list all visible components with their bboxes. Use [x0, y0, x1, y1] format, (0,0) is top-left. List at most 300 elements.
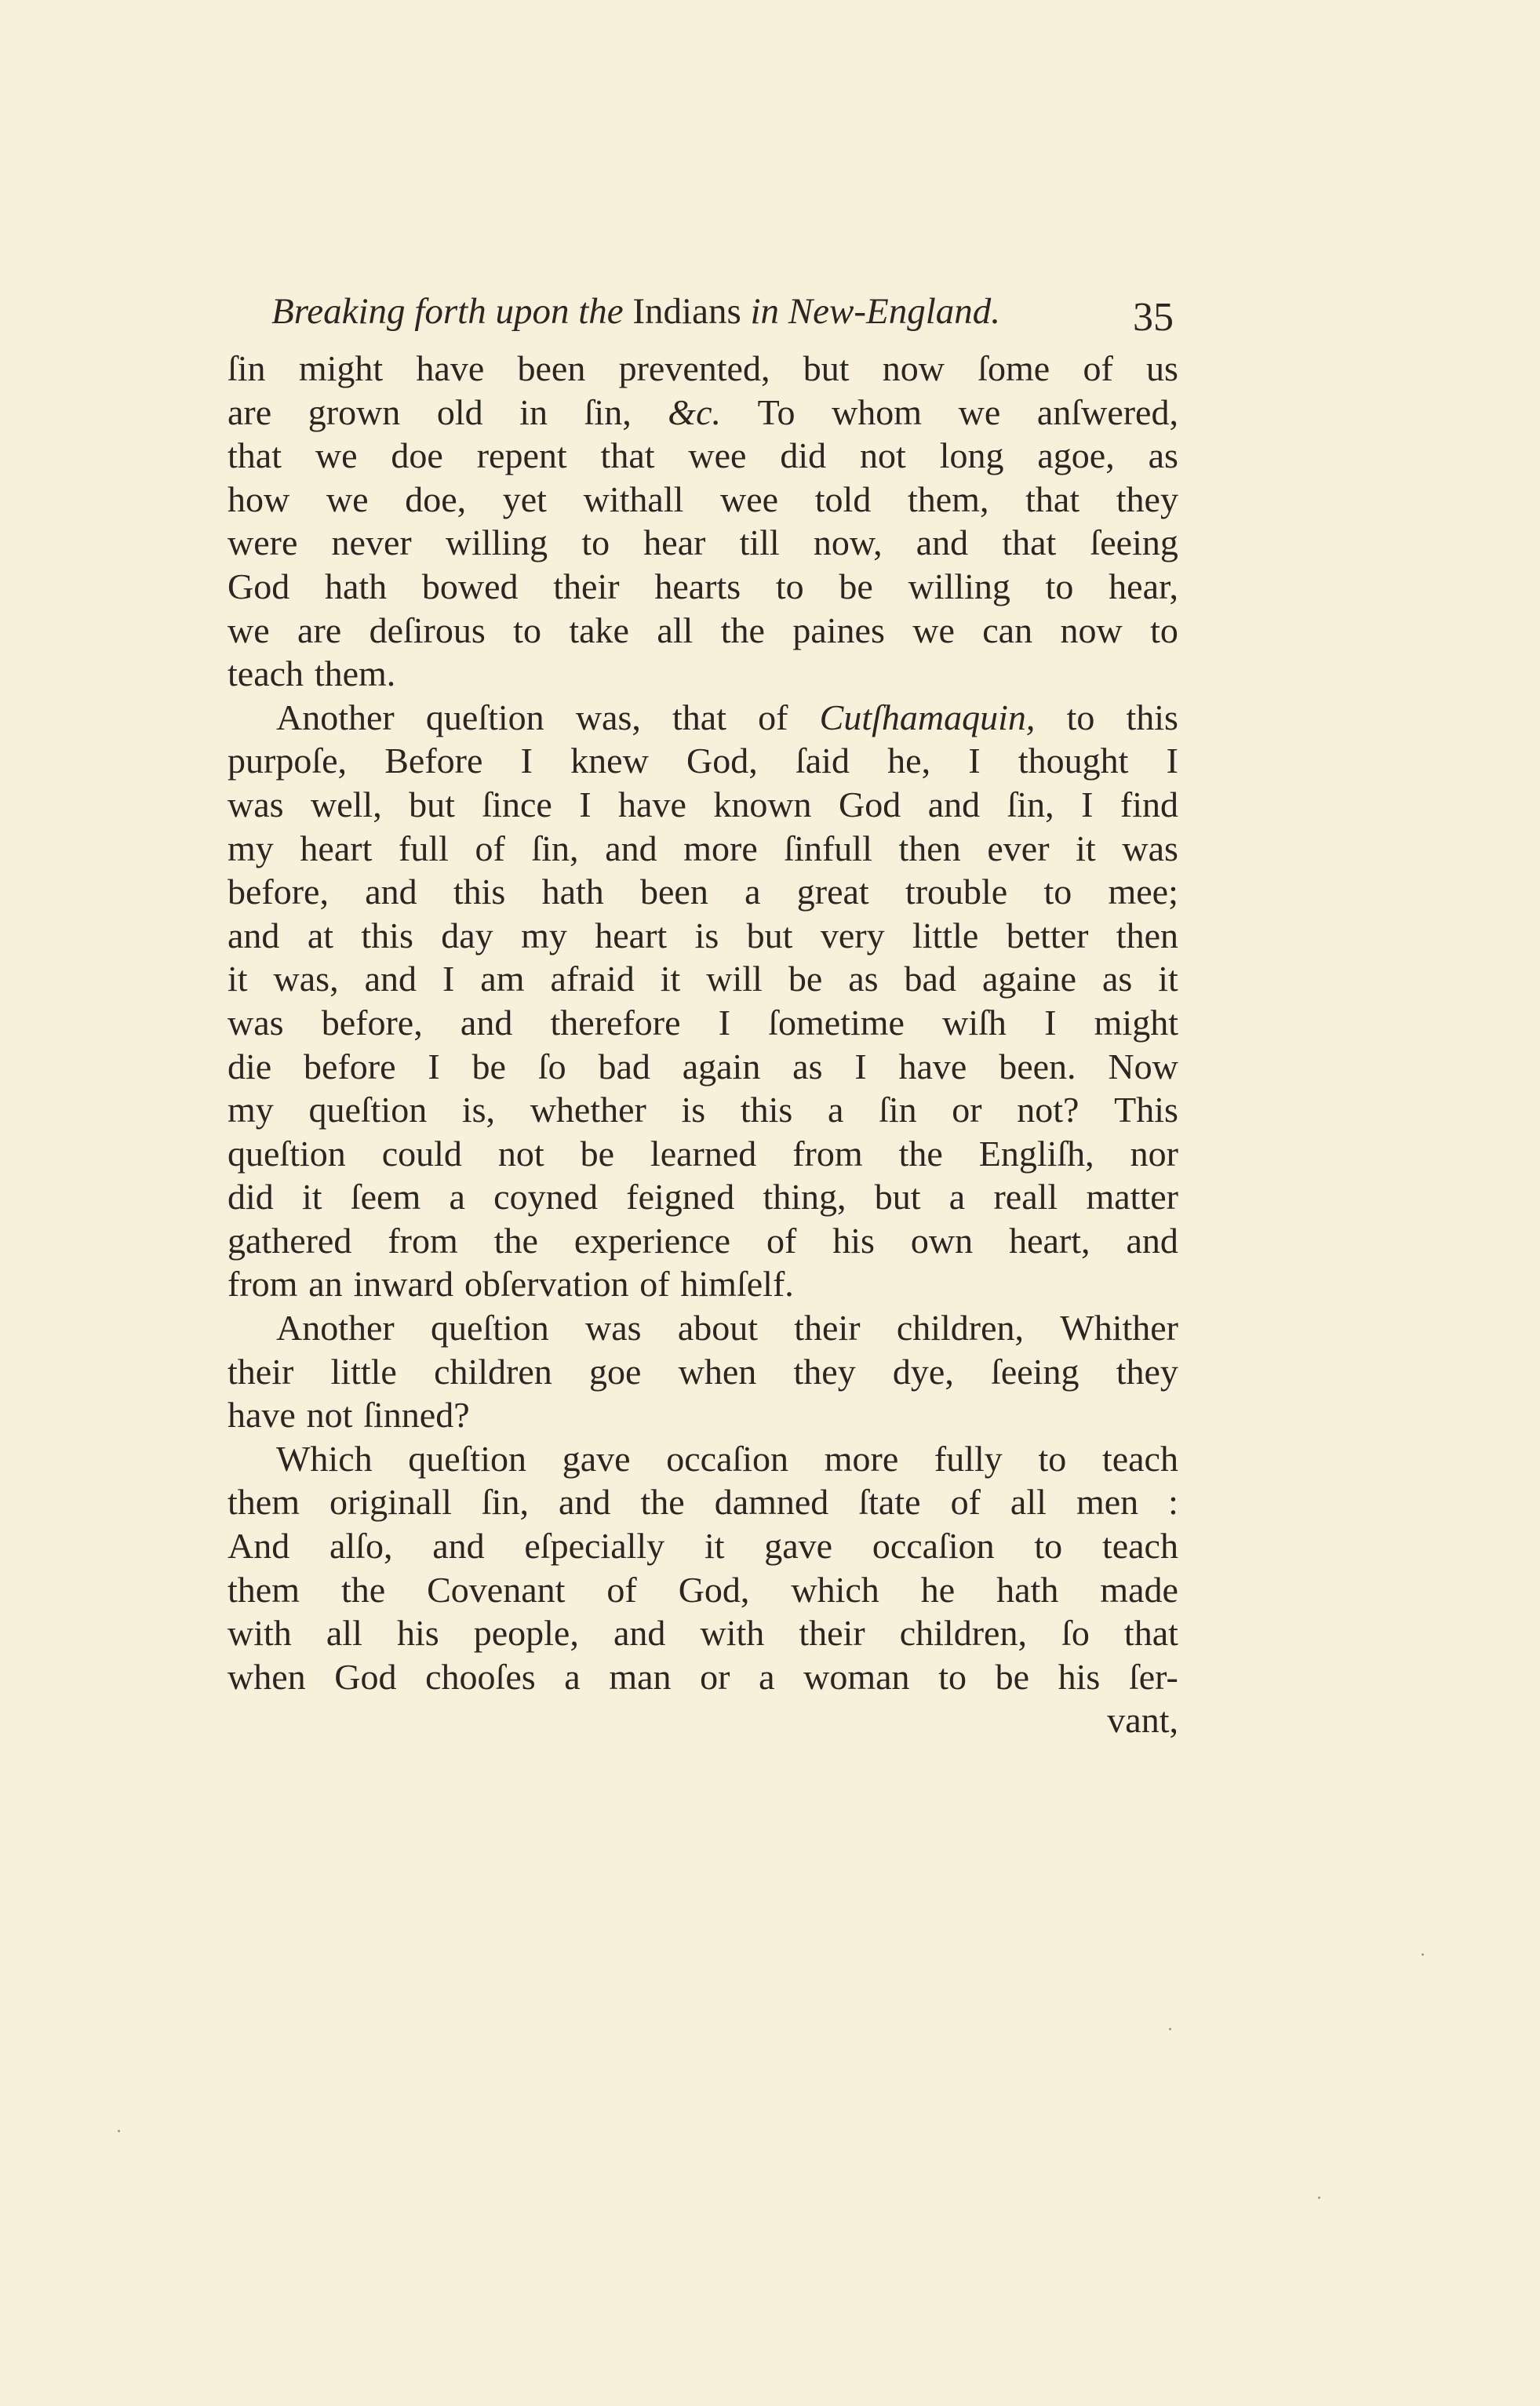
word: as — [1148, 435, 1178, 476]
word: now — [882, 348, 945, 388]
word: or — [700, 1656, 730, 1697]
word: I — [428, 1046, 440, 1087]
word: heart, — [1009, 1220, 1090, 1261]
word: this — [361, 915, 413, 955]
word: is — [681, 1090, 706, 1130]
word: queſtion — [425, 697, 544, 737]
word: matter — [1086, 1177, 1178, 1218]
word: wee — [688, 435, 747, 476]
word: therefore — [550, 1002, 681, 1043]
word: them. — [314, 653, 396, 694]
word: to — [1043, 872, 1072, 912]
word: better — [1006, 915, 1089, 955]
word: I — [968, 741, 981, 781]
word: did — [780, 435, 827, 476]
text-line — [228, 1045, 1178, 1089]
word: children, — [896, 1308, 1025, 1349]
word: was, — [273, 959, 339, 999]
word: gave — [764, 1526, 833, 1567]
word: was — [228, 784, 284, 824]
word: again — [682, 1046, 761, 1087]
word: we — [912, 610, 955, 650]
word: of — [475, 828, 505, 868]
word: bad — [904, 959, 956, 999]
word: the — [493, 1220, 538, 1261]
word: be — [580, 1133, 614, 1174]
word: feigned — [626, 1177, 735, 1218]
word: a — [759, 1656, 775, 1697]
word: ſtate — [858, 1482, 921, 1523]
word: obſervation — [464, 1264, 629, 1305]
word: to — [1045, 566, 1074, 606]
word: now — [1060, 610, 1123, 650]
paper-speck — [1169, 2028, 1171, 2030]
word: are — [228, 391, 272, 432]
word: God — [334, 1656, 397, 1697]
word: to — [1150, 610, 1178, 650]
word: my — [228, 828, 274, 868]
text-line — [228, 347, 1178, 391]
word: And — [228, 1526, 290, 1567]
word: man — [609, 1656, 672, 1697]
word: queſtion — [308, 1090, 428, 1130]
word: hear — [643, 522, 706, 563]
word: ſaid — [795, 741, 850, 781]
word: an — [308, 1264, 343, 1305]
word: old — [436, 391, 483, 432]
text-line — [228, 1132, 1178, 1176]
word: gathered — [228, 1220, 352, 1261]
word: was — [585, 1308, 642, 1349]
word: wee — [720, 479, 779, 519]
text-line — [228, 609, 1178, 653]
word: prevented, — [618, 348, 770, 388]
word: could — [381, 1133, 462, 1174]
word: their — [228, 1351, 294, 1392]
word: all — [1010, 1482, 1047, 1523]
word: never — [331, 522, 412, 563]
word: bowed — [421, 566, 519, 606]
word: agoe, — [1037, 435, 1115, 476]
word: of — [950, 1482, 981, 1523]
text-line — [228, 521, 1178, 565]
word: occaſion — [666, 1438, 789, 1479]
word: people, — [473, 1613, 579, 1654]
word: made — [1100, 1569, 1178, 1610]
word: was, — [575, 697, 641, 737]
word: might — [1094, 1002, 1178, 1043]
text-line — [228, 391, 1178, 435]
word: that — [1123, 1613, 1178, 1654]
word: from — [228, 1264, 298, 1305]
word: been — [517, 348, 586, 388]
word: little — [330, 1351, 397, 1392]
word: withall — [583, 479, 684, 519]
word: wiſh — [942, 1002, 1007, 1043]
word: as — [848, 959, 879, 999]
word: were — [228, 522, 298, 563]
word: God, — [678, 1569, 750, 1610]
word: of — [1083, 348, 1113, 388]
word: queſtion — [431, 1308, 549, 1349]
word: againe — [981, 959, 1076, 999]
word: and — [228, 915, 280, 955]
text-line — [228, 739, 1178, 783]
word: we — [958, 391, 1001, 432]
word: I — [854, 1046, 867, 1087]
word: die — [228, 1046, 272, 1087]
word: purpoſe, — [228, 741, 348, 781]
word: ſome — [978, 348, 1050, 388]
word: and — [613, 1613, 666, 1654]
word: well, — [311, 784, 382, 824]
word: teach — [1101, 1438, 1178, 1479]
word: ſin — [879, 1090, 917, 1130]
text-line — [228, 1306, 1178, 1350]
word: willing — [445, 522, 548, 563]
word: thing, — [763, 1177, 846, 1218]
word: Another — [276, 697, 395, 737]
word: his — [832, 1220, 875, 1261]
text-line — [228, 1524, 1178, 1568]
word: as — [792, 1046, 823, 1087]
word: the — [898, 1133, 943, 1174]
word: hear, — [1109, 566, 1178, 606]
word: To — [757, 391, 795, 432]
word: have — [228, 1395, 296, 1436]
word: ſeeing — [991, 1351, 1079, 1392]
word: Engliſh, — [978, 1133, 1094, 1174]
text-line — [228, 1175, 1178, 1219]
word: not — [860, 435, 906, 476]
running-head-roman: Indians — [632, 291, 741, 332]
word: it — [704, 1526, 725, 1567]
word: himſelf. — [680, 1264, 794, 1305]
word: teach — [1101, 1526, 1178, 1567]
text-line — [228, 696, 1178, 740]
word: goe — [589, 1351, 642, 1392]
word: bad — [598, 1046, 650, 1087]
word: it — [302, 1177, 322, 1218]
word: the — [720, 610, 765, 650]
word: deſirous — [369, 610, 486, 650]
word: to — [513, 610, 541, 650]
word: hath — [996, 1569, 1059, 1610]
word: be — [839, 566, 873, 606]
word: a — [745, 872, 761, 912]
word: men — [1076, 1482, 1139, 1523]
paper-speck — [1318, 2197, 1320, 2199]
text-line — [228, 1350, 1178, 1394]
word: all — [326, 1613, 362, 1654]
word: Before — [384, 741, 483, 781]
word: to — [775, 566, 804, 606]
catchword — [228, 1698, 1178, 1742]
word: this — [453, 872, 506, 912]
word: mee; — [1108, 872, 1178, 912]
word: them, — [907, 479, 989, 519]
word: eſpecially — [524, 1526, 665, 1567]
word: of — [758, 697, 788, 737]
word: &c. — [668, 391, 721, 432]
word: then — [1116, 915, 1178, 955]
word: experience — [573, 1220, 731, 1261]
word: their — [553, 566, 620, 606]
word: before, — [228, 872, 329, 912]
word: did — [228, 1177, 274, 1218]
word: I — [520, 741, 533, 781]
word: more — [824, 1438, 899, 1479]
word: when — [228, 1656, 306, 1697]
word: be — [995, 1656, 1030, 1697]
word: this — [740, 1090, 793, 1130]
word: hath — [324, 566, 388, 606]
word: they — [1116, 479, 1178, 519]
word: long — [939, 435, 1004, 476]
word: be — [788, 959, 823, 999]
word: day — [441, 915, 493, 955]
word: to — [938, 1656, 967, 1697]
text-line — [228, 870, 1178, 914]
word: to — [581, 522, 610, 563]
word: and — [605, 828, 657, 868]
word: ſin — [228, 348, 266, 388]
word: little — [912, 915, 979, 955]
word: that — [1002, 522, 1057, 563]
word: with — [228, 1613, 292, 1654]
word: of — [766, 1220, 797, 1261]
word: we — [228, 610, 270, 650]
word: ſinned? — [363, 1395, 470, 1436]
word: ſer- — [1128, 1656, 1178, 1697]
word: and — [365, 872, 417, 912]
running-head — [271, 284, 1221, 339]
word: Covenant — [427, 1569, 566, 1610]
word: known — [713, 784, 812, 824]
paper-speck — [118, 2130, 120, 2132]
word: I — [718, 1002, 731, 1043]
word: I — [1166, 741, 1178, 781]
word: and — [927, 784, 981, 824]
word: will — [706, 959, 763, 999]
word: and — [432, 1526, 485, 1567]
word: but — [874, 1177, 921, 1218]
word: teach — [228, 653, 304, 694]
word: whether — [530, 1090, 646, 1130]
word: hearts — [654, 566, 741, 606]
word: is, — [461, 1090, 496, 1130]
word: and — [559, 1482, 611, 1523]
word: how — [228, 479, 290, 519]
word: the — [640, 1482, 685, 1523]
text-line — [228, 827, 1178, 871]
word: and — [1126, 1220, 1178, 1261]
word: from — [388, 1220, 458, 1261]
body-text — [228, 347, 1178, 1742]
word: and — [364, 959, 417, 999]
word: ſeeing — [1090, 522, 1178, 563]
word: God — [839, 784, 901, 824]
word: Which — [276, 1438, 373, 1479]
word: that — [672, 697, 727, 737]
word: them — [228, 1482, 300, 1523]
word: might — [298, 348, 384, 388]
word: of — [639, 1264, 670, 1305]
word: children — [434, 1351, 552, 1392]
word: great — [796, 872, 869, 912]
word: thought — [1018, 741, 1129, 781]
word: have — [416, 348, 485, 388]
word: it — [1158, 959, 1178, 999]
word: was — [228, 1002, 284, 1043]
word: been. — [999, 1046, 1076, 1087]
word: Another — [276, 1308, 395, 1349]
word: doe — [391, 435, 443, 476]
text-line — [228, 1088, 1178, 1132]
word: in — [519, 391, 548, 432]
word: occaſion — [872, 1526, 995, 1567]
word: ſin, — [481, 1482, 529, 1523]
word: not? — [1017, 1090, 1079, 1130]
word: full — [399, 828, 449, 868]
word: a — [948, 1177, 966, 1218]
word: that — [228, 435, 282, 476]
text-line — [228, 957, 1178, 1001]
word: repent — [476, 435, 567, 476]
word: not — [306, 1395, 353, 1436]
word: queſtion — [408, 1438, 527, 1479]
word: woman — [803, 1656, 910, 1697]
word: it — [660, 959, 681, 999]
word: ſo — [1061, 1613, 1090, 1654]
word: and — [916, 522, 969, 563]
word: of — [606, 1569, 637, 1610]
text-line — [228, 652, 1178, 696]
word: Cutſhamaquin, — [819, 697, 1036, 737]
word: doe, — [405, 479, 467, 519]
word: nor — [1130, 1133, 1178, 1174]
word: as — [1101, 959, 1133, 999]
word: ſin, — [1007, 784, 1054, 824]
word: ſin, — [531, 828, 579, 868]
word: and — [460, 1002, 513, 1043]
word: told — [814, 479, 872, 519]
word: about — [677, 1308, 759, 1349]
text-line — [228, 1219, 1178, 1263]
word: this — [1126, 697, 1178, 737]
word: he, — [887, 741, 931, 781]
word: afraid — [550, 959, 635, 999]
text-line — [228, 1480, 1178, 1524]
word: damned — [714, 1482, 829, 1523]
word: before, — [321, 1002, 423, 1043]
word: ſince — [482, 784, 552, 824]
word: to — [1066, 697, 1095, 737]
text-line — [228, 1611, 1178, 1655]
word: take — [569, 610, 629, 650]
word: yet — [502, 479, 547, 519]
word: ſin, — [584, 391, 632, 432]
word: chooſes — [425, 1656, 536, 1697]
text-line — [228, 434, 1178, 478]
text-line — [228, 1655, 1178, 1699]
word: Now — [1108, 1046, 1178, 1087]
word: to — [1034, 1526, 1063, 1567]
word: it — [228, 959, 248, 999]
word: they — [793, 1351, 856, 1392]
word: children, — [899, 1613, 1027, 1654]
word: find — [1120, 784, 1178, 824]
word: ſometime — [768, 1002, 905, 1043]
text-line — [228, 478, 1178, 522]
word: heart — [300, 828, 373, 868]
word: but — [803, 348, 850, 388]
word: trouble — [905, 872, 1008, 912]
word: more — [683, 828, 758, 868]
word: I — [1044, 1002, 1057, 1043]
word: very — [820, 915, 885, 955]
word: gave — [562, 1438, 631, 1479]
word: been — [640, 872, 708, 912]
word: the — [340, 1569, 386, 1610]
text-line — [228, 1262, 1178, 1306]
word: This — [1114, 1090, 1178, 1130]
word: queſtion — [228, 1133, 346, 1174]
word: before — [304, 1046, 396, 1087]
word: is — [694, 915, 719, 955]
text-line — [228, 1393, 1178, 1437]
word: learned — [650, 1133, 757, 1174]
word: but — [409, 784, 455, 824]
word: we — [326, 479, 369, 519]
word: am — [480, 959, 525, 999]
paper-speck — [1422, 1953, 1424, 1956]
word: a — [827, 1090, 844, 1130]
word: my — [521, 915, 567, 955]
page-number: 35 — [1133, 295, 1174, 340]
word: their — [794, 1308, 861, 1349]
word: ſeem — [350, 1177, 421, 1218]
running-head-italic-start: Breaking forth upon the — [271, 291, 624, 332]
word: when — [678, 1351, 757, 1392]
word: I — [579, 784, 592, 824]
word: they — [1116, 1351, 1178, 1392]
word: can — [982, 610, 1033, 650]
word: their — [799, 1613, 865, 1654]
word: coyned — [493, 1177, 599, 1218]
word: he — [920, 1569, 956, 1610]
word: till — [739, 522, 780, 563]
word: all — [657, 610, 694, 650]
word: now, — [813, 522, 883, 563]
text-line — [228, 565, 1178, 609]
word: ſo — [537, 1046, 566, 1087]
word: but — [746, 915, 793, 955]
word: not — [497, 1133, 544, 1174]
word: God, — [686, 741, 758, 781]
word: that — [1025, 479, 1080, 519]
word: I — [1081, 784, 1094, 824]
text-line — [228, 1437, 1178, 1481]
text-line — [228, 1001, 1178, 1045]
word: are — [297, 610, 342, 650]
word: was — [1122, 828, 1178, 868]
word: with — [700, 1613, 765, 1654]
word: his — [1058, 1656, 1101, 1697]
word: to — [1038, 1438, 1067, 1479]
word: my — [228, 1090, 274, 1130]
word: his — [396, 1613, 439, 1654]
